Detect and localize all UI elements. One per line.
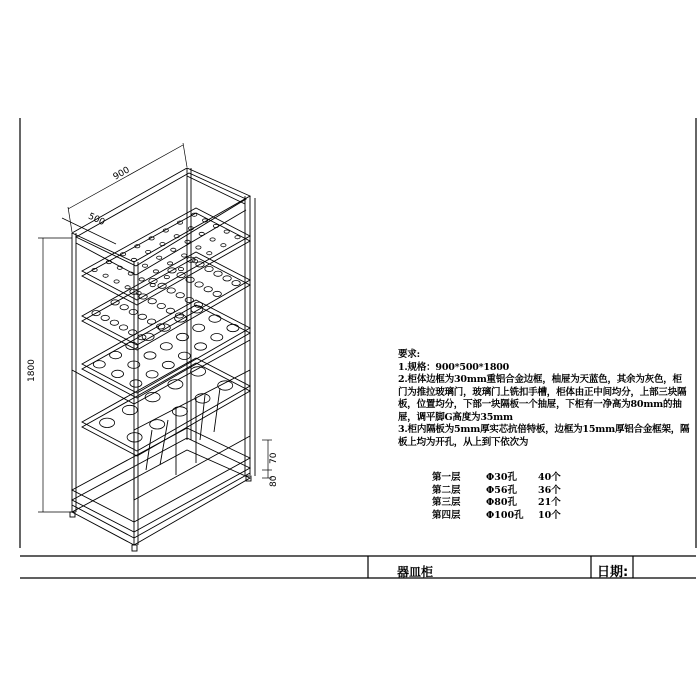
holes-layer-name: 第三层 [432, 497, 461, 508]
shelf-2-hole [205, 266, 213, 271]
shelf-2-hole [176, 293, 184, 298]
shelf-1-hole [103, 274, 108, 277]
shelf-2-hole [185, 297, 193, 302]
holes-count: 40个 [538, 472, 561, 483]
holes-layer-name: 第四层 [432, 509, 461, 521]
note-line-2: 2.柜体边框为30mm重铝合金边框，柚屉为天蓝色，其余为灰色，柜门为推拉玻璃门，玻璃门上铣扣手槽，柜体由正中间均分，上部三块隔板，位置均分，下部一块隔板一个抽屉，下柜有一净高为80mm的抽屉，调平脚G高度为35mm [398, 374, 687, 423]
shelf-1-hole [131, 258, 136, 261]
holes-size: Φ56孔 [486, 484, 517, 496]
shelf-1-hole [207, 252, 212, 255]
shelf-4-hole [150, 420, 165, 429]
shelf-1-hole [199, 232, 204, 235]
shelf-1-hole [114, 280, 119, 283]
notes-heading: 要求: [398, 349, 420, 360]
shelf-1-hole [160, 243, 165, 246]
shelf-1-hole [164, 276, 169, 279]
shelf-4 [82, 358, 250, 456]
date-label: 日期: [597, 565, 629, 580]
shelf-1 [82, 208, 250, 305]
shelf-3-hole [160, 343, 172, 350]
note-line-3: 3.柜内隔板为5mm厚实芯抗倍特板，边框为15mm厚铝合金框架，隔板上均为开孔，从上到下依次为 [398, 424, 690, 448]
shelf-2-hole [147, 319, 155, 324]
shelf-2-hole [232, 281, 240, 286]
shelf-4-hole [100, 418, 115, 427]
shelf-2-hole [148, 299, 156, 304]
holes-layer-name: 第二层 [432, 484, 461, 496]
holes-table [432, 472, 561, 522]
shelf-2-hole [119, 325, 127, 330]
shelf-1-hole [125, 286, 130, 289]
shelf-4-hole [172, 407, 187, 416]
shelf-3-hole [195, 343, 207, 350]
shelf-1-hole [213, 224, 218, 227]
shelf-3-hole [93, 361, 105, 368]
shelf-2-hole [167, 288, 175, 293]
shelf-1-hole [142, 264, 147, 267]
shelf-1-hole [196, 246, 201, 249]
holes-row [432, 497, 561, 510]
shelf-2-hole [195, 282, 203, 287]
shelf-2-hole [138, 314, 146, 319]
shelf-2-hole [110, 320, 118, 325]
shelf-3-hole [142, 333, 154, 340]
holes-size: Φ30孔 [486, 472, 517, 483]
shelf-3-hole [178, 352, 190, 359]
shelf-1-hole [139, 278, 144, 281]
shelf-1-hole [157, 256, 162, 259]
page-border [20, 118, 696, 578]
shelf-1-hole [182, 254, 187, 257]
shelf-2 [82, 252, 250, 350]
shelf-2-hole [213, 291, 221, 296]
shelf-3-hole [211, 334, 223, 341]
shelf-1-hole [185, 240, 190, 243]
shelf-4-hole [195, 394, 210, 403]
note-line-1: 1.规格：900*500*1800 [398, 361, 510, 373]
shelf-3-hole [162, 361, 174, 368]
shelf-3-hole [209, 315, 221, 322]
shelf-3-hole [146, 371, 158, 378]
shelf-2-hole [129, 309, 137, 314]
shelf-4-hole [127, 433, 142, 442]
shelf-1-hole [168, 262, 173, 265]
shelf-1-hole [235, 236, 240, 239]
depth-dimension-label: 500 [86, 211, 107, 229]
shelf-3-hole [126, 342, 138, 349]
shelf-1-hole [171, 248, 176, 251]
shelf-1-hole [210, 238, 215, 241]
shelf-2-hole [214, 271, 222, 276]
shelf-1-hole [178, 268, 183, 271]
holes-layer-name: 第一层 [432, 472, 461, 483]
shelf-2-hole [101, 315, 109, 320]
holes-row [432, 485, 561, 498]
width-dimension-label: 900 [111, 165, 132, 183]
holes-count: 10个 [538, 509, 561, 521]
requirements-notes [398, 349, 690, 449]
holes-row [432, 510, 561, 523]
holes-count: 36个 [538, 484, 561, 496]
shelf-2-hole [120, 305, 128, 310]
shelf-2-hole [166, 308, 174, 313]
holes-count: 21个 [538, 497, 561, 508]
holes-size: Φ80孔 [486, 497, 517, 508]
bottom-dimension-label-1: 70 [269, 452, 279, 464]
shelf-3-hole [144, 352, 156, 359]
shelf-2-hole [223, 276, 231, 281]
shelf-1-hole [224, 230, 229, 233]
shelf-1-hole [146, 250, 151, 253]
shelf-2-hole [157, 303, 165, 308]
shelf-3-hole [191, 306, 203, 313]
shelf-3-hole [227, 324, 239, 331]
drawing-title: 器皿柜 [397, 565, 434, 579]
shelf-1-hole [221, 244, 226, 247]
shelf-2-hole [129, 330, 137, 335]
holes-row [432, 472, 561, 485]
shelf-1-hole [153, 270, 158, 273]
holes-size: Φ100孔 [486, 509, 524, 521]
bottom-dimension-label-2: 80 [269, 475, 279, 487]
dimension-lines [38, 143, 272, 512]
shelf-3-hole [110, 351, 122, 358]
shelf-3-hole [130, 380, 142, 387]
shelf-2-hole [204, 287, 212, 292]
height-dimension-label: 1800 [27, 359, 37, 382]
shelf-3-hole [112, 370, 124, 377]
shelf-3-hole [193, 324, 205, 331]
shelf-4-hole [122, 405, 137, 414]
